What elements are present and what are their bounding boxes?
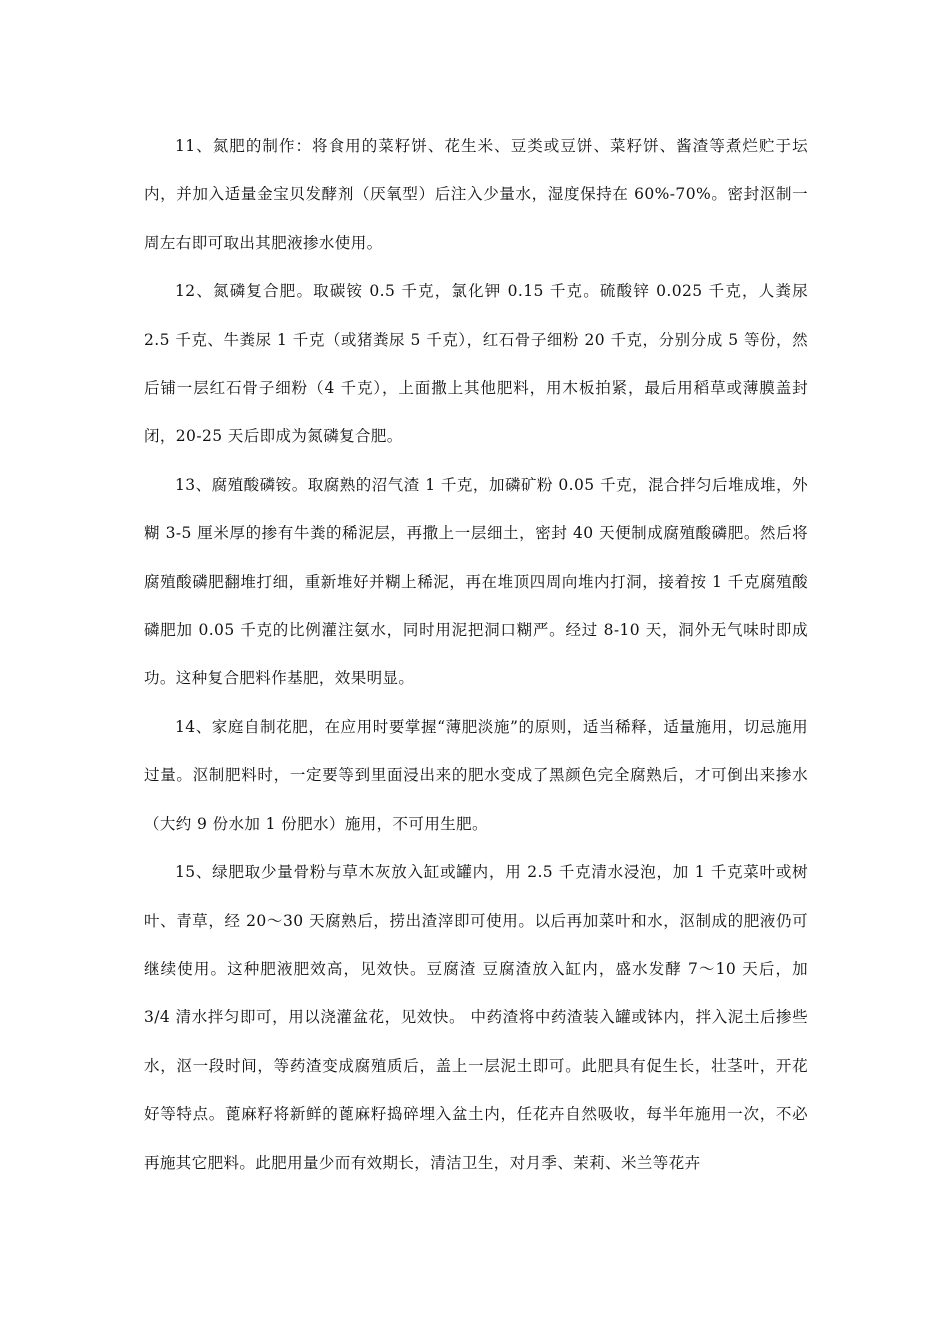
paragraph-humic-acid-ammonium-phosphate: 13、腐殖酸磷铵。取腐熟的沼气渣 1 千克，加磷矿粉 0.05 千克，混合拌匀后堆成堆，外糊 3-5 厘米厚的掺有牛粪的稀泥层，再撒上一层细土，密封 40 天便制成腐殖酸磷肥。然后将腐殖酸磷肥翻堆打细，重新堆好并糊上稀泥，再在堆顶四周向堆内打洞，接着按 1 千克腐殖酸磷肥加 0.05 千克的比例灌注氨水，同时用泥把洞口糊严。经过 8-10 天，洞外无气味时即成功。这种复合肥料作基肥，效果明显。: [144, 475, 808, 688]
paragraph-nitrogen-fertilizer: 11、氮肥的制作：将食用的菜籽饼、花生米、豆类或豆饼、菜籽饼、酱渣等煮烂贮于坛内，并加入适量金宝贝发酵剂（厌氧型）后注入少量水，湿度保持在 60%-70%。密封沤制一周左右即可取出其肥液掺水使用。: [144, 137, 808, 252]
document-body: [144, 122, 808, 1187]
paragraph-home-made-flower-fertilizer: 14、家庭自制花肥，在应用时要掌握“薄肥淡施”的原则，适当稀释，适量施用，切忌施用过量。沤制肥料时，一定要等到里面浸出来的肥水变成了黑颜色完全腐熟后，才可倒出来掺水（大约 9 份水加 1 份肥水）施用，不可用生肥。: [144, 717, 808, 833]
paragraph-green-manure: 15、绿肥取少量骨粉与草木灰放入缸或罐内，用 2.5 千克清水浸泡，加 1 千克菜叶或树叶、青草，经 20～30 天腐熟后，捞出渣滓即可使用。以后再加菜叶和水，沤制成的肥液仍可继续使用。这种肥液肥效高，见效快。豆腐渣 豆腐渣放入缸内，盛水发酵 7～10 天后，加 3/4 清水拌匀即可，用以浇灌盆花，见效快。 中药渣将中药渣装入罐或钵内，拌入泥土后掺些水，沤一段时间，等药渣变成腐殖质后，盖上一层泥土即可。此肥具有促生长，壮茎叶，开花好等特点。蓖麻籽将新鲜的蓖麻籽捣碎埋入盆土内，任花卉自然吸收，每半年施用一次，不必再施其它肥料。此肥用量少而有效期长，清洁卫生，对月季、茉莉、米兰等花卉: [144, 863, 808, 1172]
paragraph-nitrogen-phosphorus-compound: 12、氮磷复合肥。取碳铵 0.5 千克，氯化钾 0.15 千克。硫酸锌 0.025 千克，人粪尿 2.5 千克、牛粪尿 1 千克（或猪粪尿 5 千克），红石骨子细粉 20 千克，分别分成 5 等份，然后铺一层红石骨子细粉（4 千克），上面撒上其他肥料，用木板拍紧，最后用稻草或薄膜盖封闭，20-25 天后即成为氮磷复合肥。: [144, 282, 808, 446]
